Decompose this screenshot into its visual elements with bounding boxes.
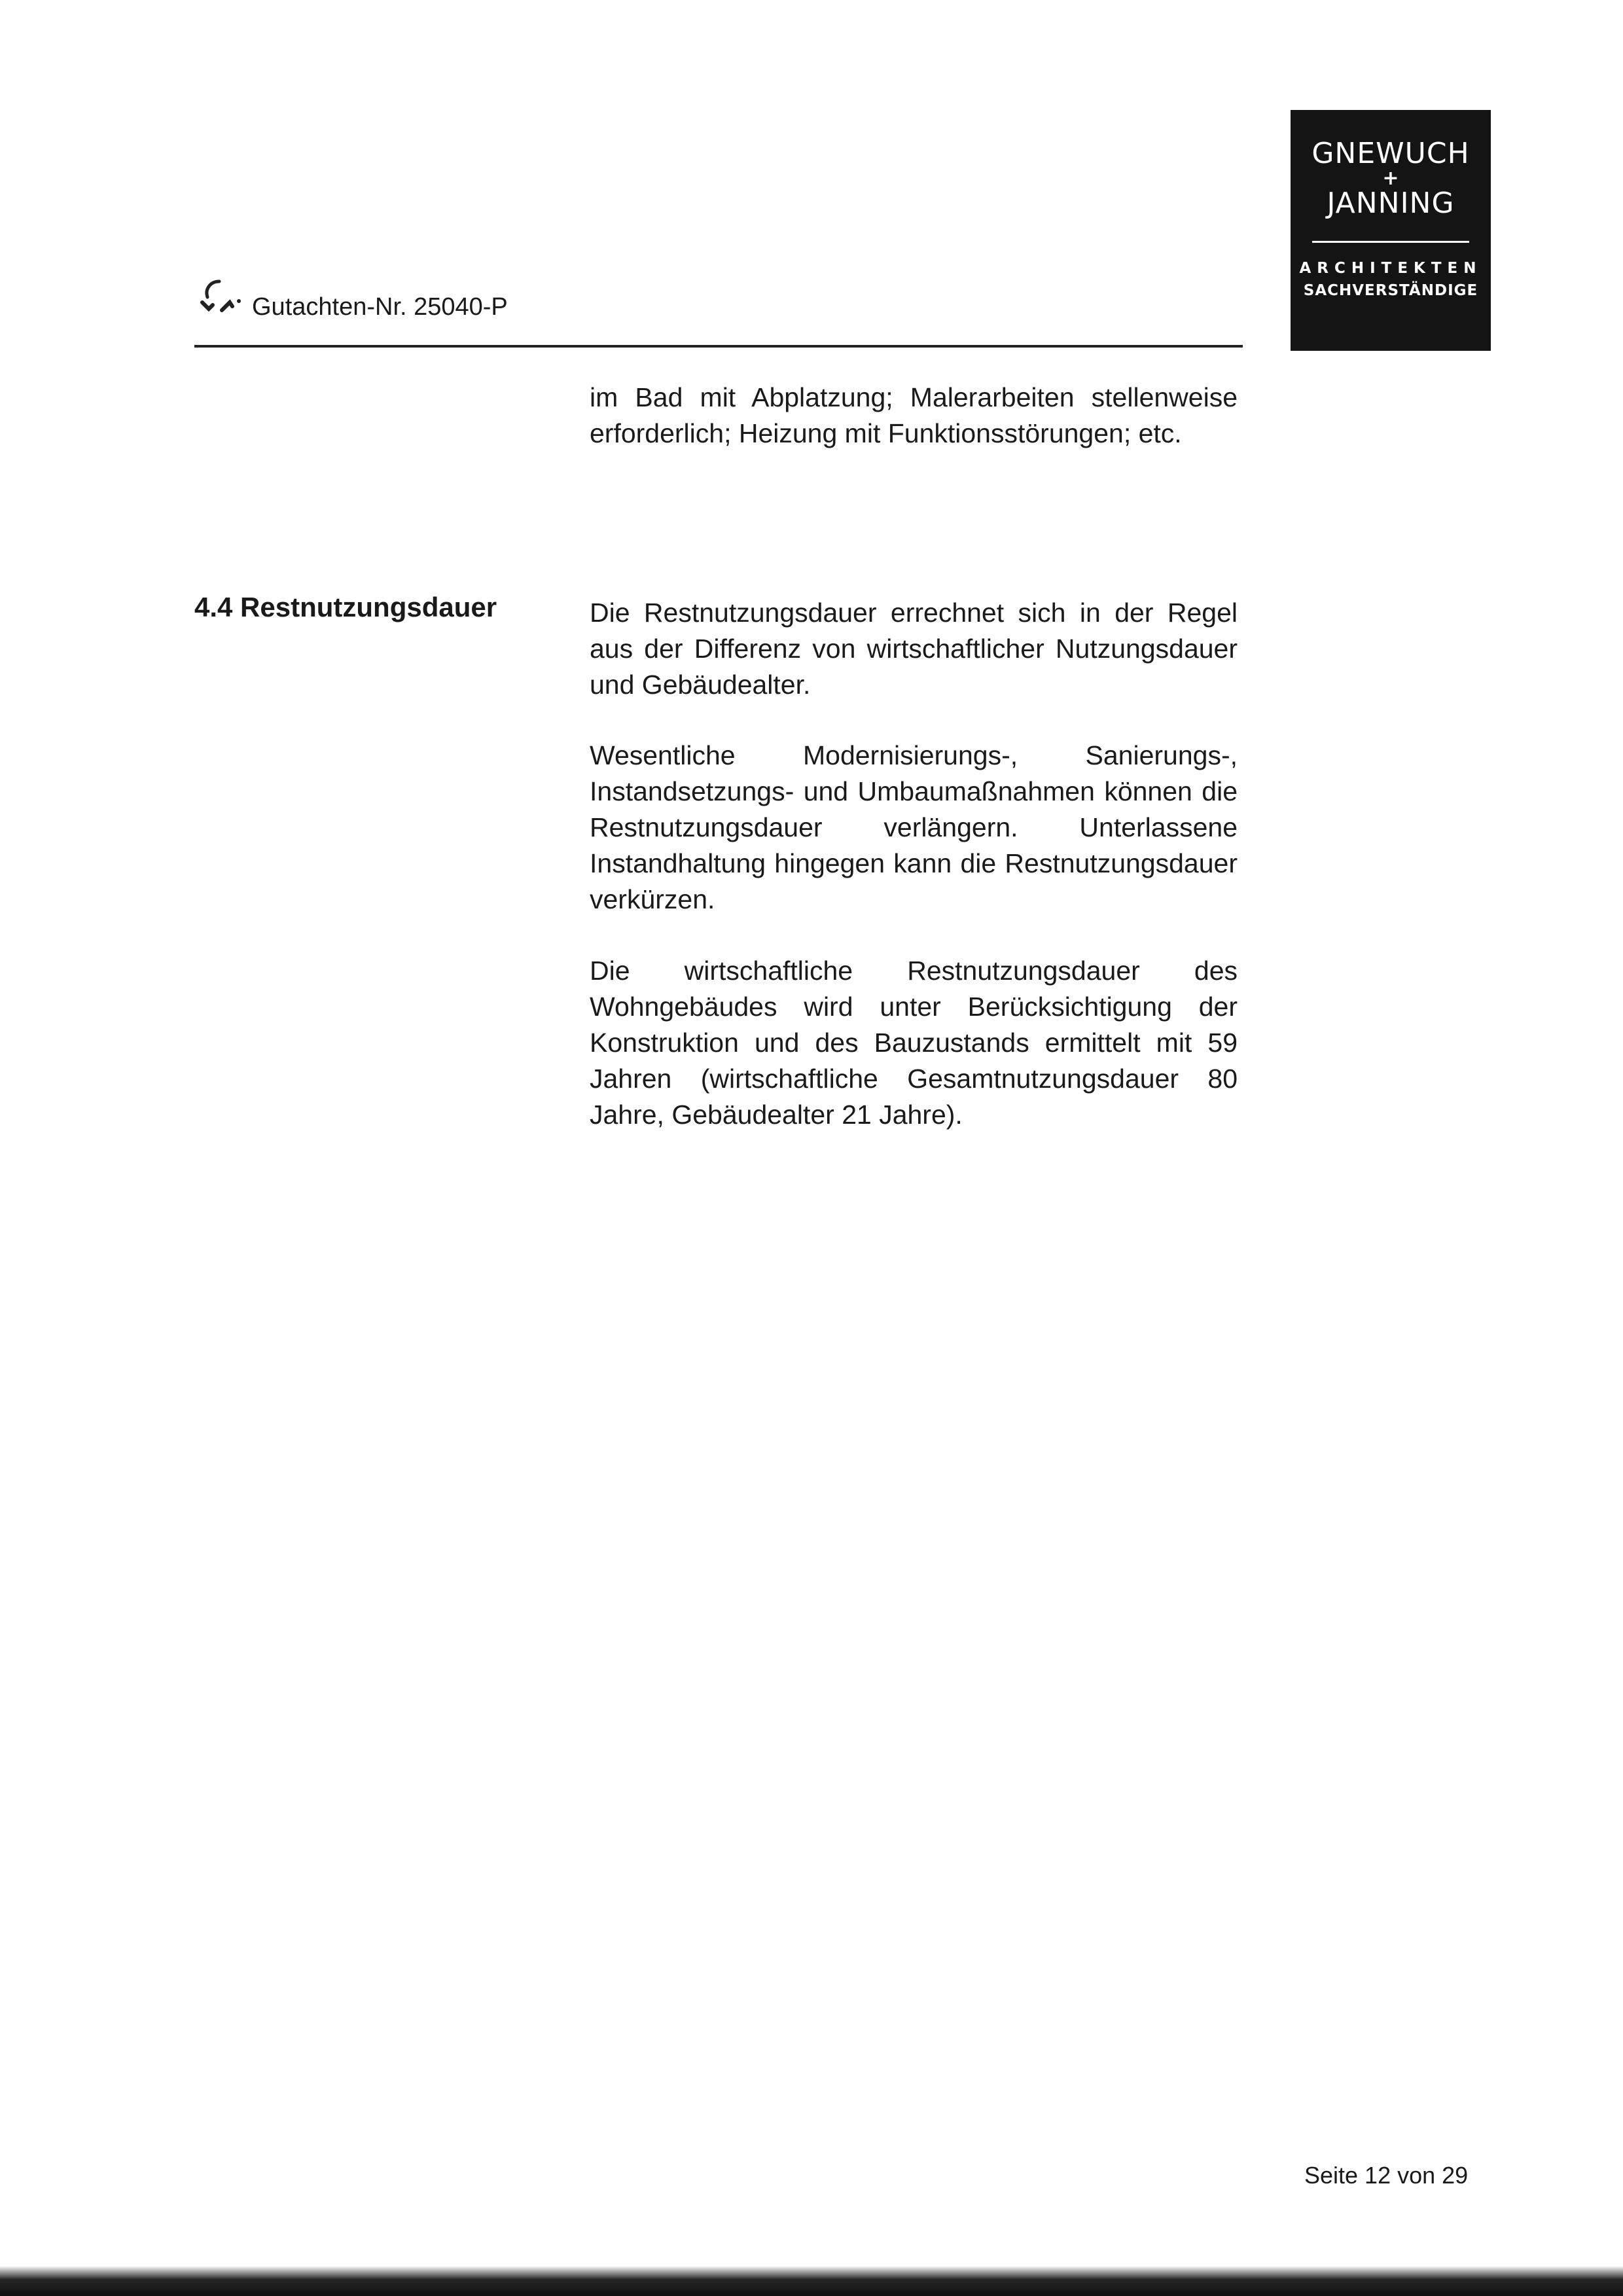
page-header [193,276,508,322]
logo-name-line2: JANNING [1327,187,1455,220]
section-heading: 4.4 Restnutzungsdauer [194,592,497,622]
logo-plus: + [1382,167,1399,190]
logo-divider [1312,241,1469,243]
logo-name-line1: GNEWUCH [1311,137,1470,170]
page-number: Seite 12 von 29 [1304,2162,1469,2189]
report-number: Gutachten-Nr. 25040-P [252,293,508,321]
continued-paragraph: im Bad mit Abplatzung; Malerarbeiten stellenweise erforderlich; Heizung mit Funktionsstörungen; etc. [590,382,1238,448]
company-logo [1291,110,1491,351]
scan-bottom-edge [0,2266,1623,2296]
header-divider [194,345,1243,348]
logo-subtitle-line1: ARCHITEKTEN [1299,260,1482,277]
circular-logo-mark-icon [193,276,245,322]
paragraph-3: Die wirtschaftliche Restnutzungsdauer des Wohngebäudes wird unter Berücksichtigung der Konstruktion und des Bauzustands ermittelt mit 59 Jahren (wirtschaftliche Gesamtnutzungsdauer 80 Jahre, Gebäudealter 21 Jahre). [590,956,1238,1130]
paragraph-2: Wesentliche Modernisierungs-, Sanierungs-, Instandsetzungs- und Umbaumaßnahmen können die Restnutzungsdauer verlängern. Unterlassene Instandhaltung hingegen kann die Restnutzungsdauer verkürzen. [590,740,1238,914]
logo-subtitle-line2: SACHVERSTÄNDIGE [1303,282,1478,299]
paragraph-1: Die Restnutzungsdauer errechnet sich in der Regel aus der Differenz von wirtschaftlicher Nutzungsdauer und Gebäudealter. [590,598,1238,700]
